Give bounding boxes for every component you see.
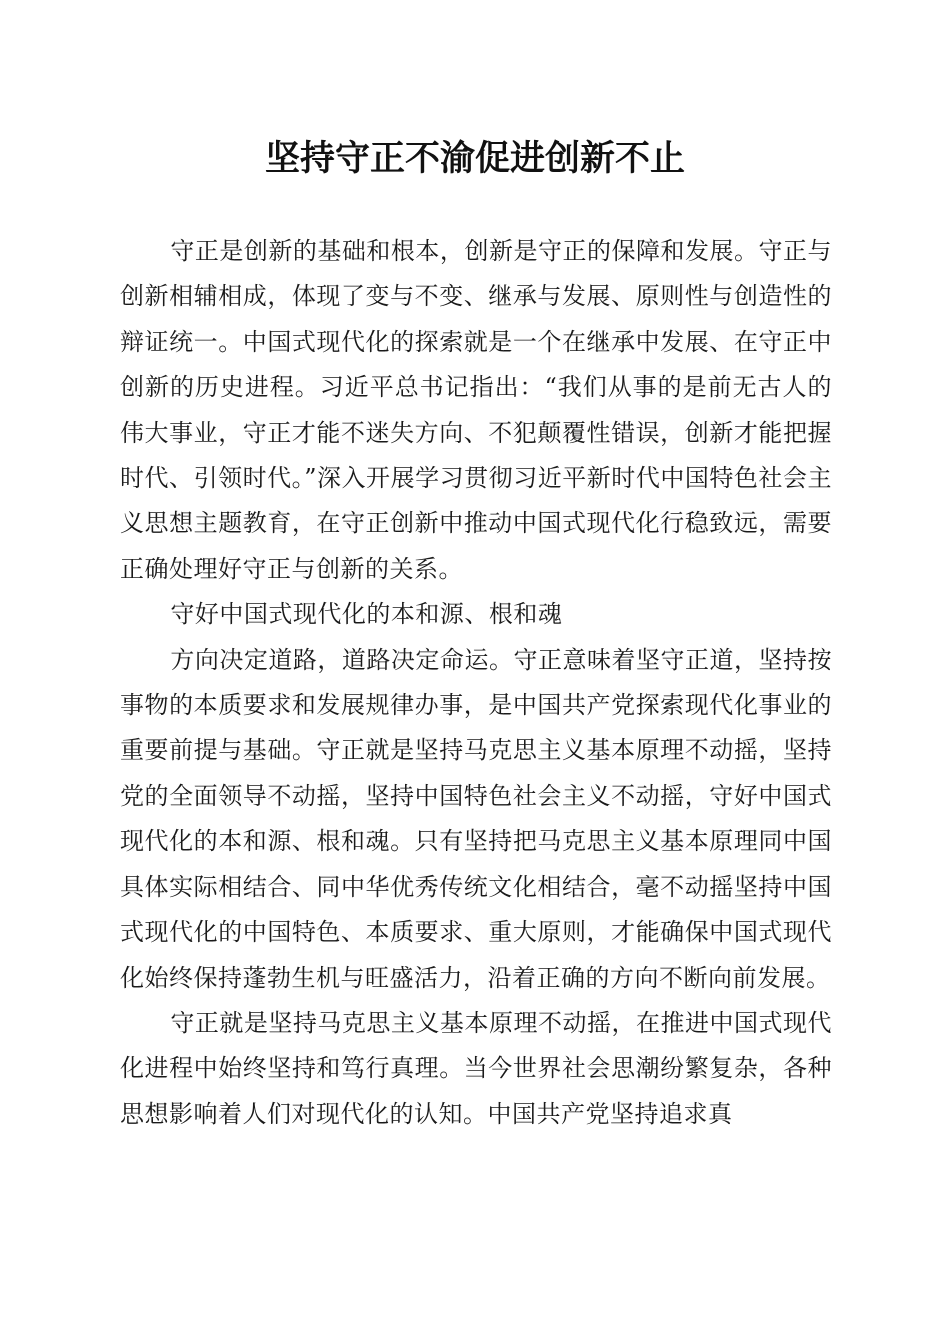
document-title: 坚持守正不渝促进创新不止 — [264, 138, 685, 179]
document-body — [120, 229, 832, 1137]
paragraph-direction: 方向决定道路，道路决定命运。守正意味着坚守正道，坚持按事物的本质要求和发展规律办事，是中国共产党探索现代化事业的重要前提与基础。守正就是坚持马克思主义基本原理不动摇，坚持党的全面领导不动摇，坚持中国特色社会主义不动摇，守好中国式现代化的本和源、根和魂。只有坚持把马克思主义基本原理同中国具体实际相结合、同中华优秀传统文化相结合，毫不动摇坚持中国式现代化的中国特色、本质要求、重大原则，才能确保中国式现代化始终保持蓬勃生机与旺盛活力，沿着正确的方向不断向前发展。 — [120, 645, 832, 992]
section-heading: 守好中国式现代化的本和源、根和魂 — [170, 600, 563, 629]
paragraph-intro: 守正是创新的基础和根本，创新是守正的保障和发展。守正与创新相辅相成，体现了变与不变、继承与发展、原则性与创造性的辩证统一。中国式现代化的探索就是一个在继承中发展、在守正中创新的历史进程。习近平总书记指出：“我们从事的是前无古人的伟大事业，守正才能不迷失方向、不犯颠覆性错误，创新才能把握时代、引领时代。”深入开展学习贯彻习近平新时代中国特色社会主义思想主题教育，在守正创新中推动中国式现代化行稳致远，需要正确处理好守正与创新的关系。 — [120, 237, 832, 583]
paragraph-marxism: 守正就是坚持马克思主义基本原理不动摇，在推进中国式现代化进程中始终坚持和笃行真理。当今世界社会思潮纷繁复杂，各种思想影响着人们对现代化的认知。中国共产党坚持追求真 — [120, 1008, 832, 1128]
